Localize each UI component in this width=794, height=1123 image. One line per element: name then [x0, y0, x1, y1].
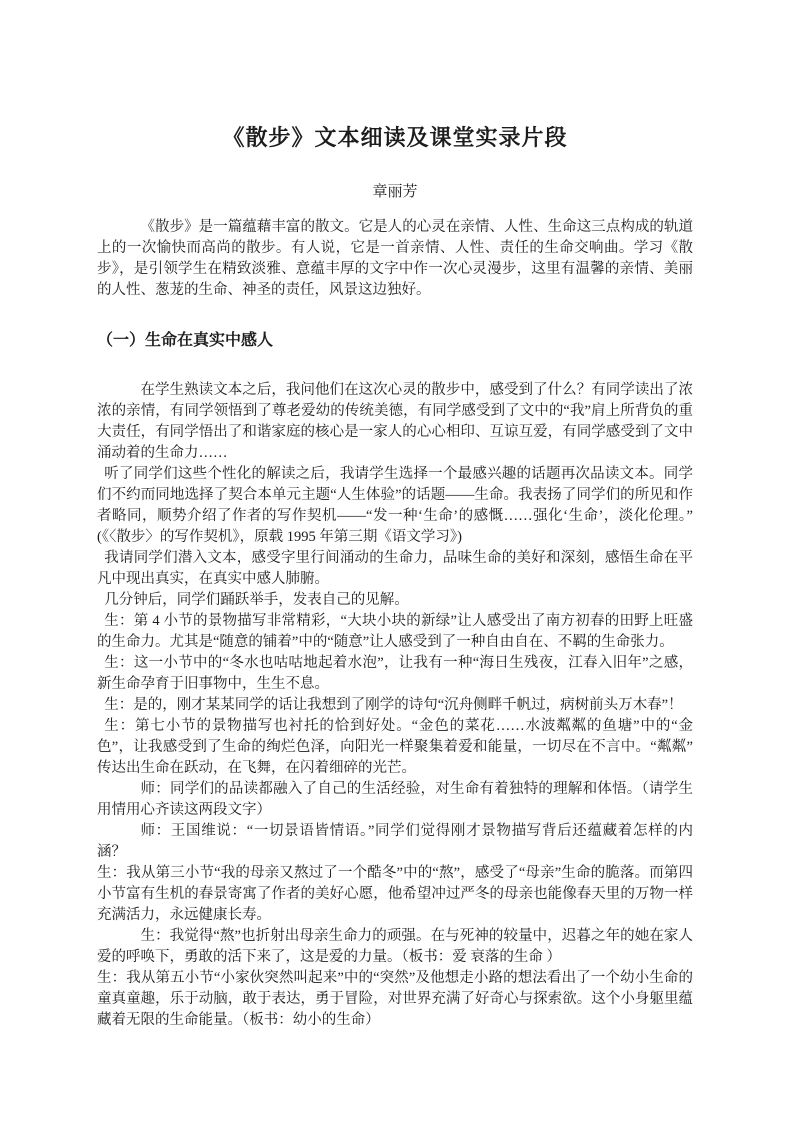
intro-paragraph: 《散步》是一篇蕴藉丰富的散文。它是人的心灵在亲情、人性、生命这三点构成的轨道上的一次愉快而高尚的散步。有人说，它是一首亲情、人性、责任的生命交响曲。学习《散步》，是引领学生在精致淡雅、意蕴丰厚的文字中作一次心灵漫步，这里有温馨的亲情、美丽的人性、葱茏的生命、神圣的责任，风景这边独好。: [97, 219, 693, 298]
paragraph-student-section4: 生：第 4 小节的景物描写非常精彩，“大块小块的新绿”让人感受出了南方初春的田野上旺盛的生命力。尤其是“随意的铺着”中的“随意”让人感受到了一种自由自在、不羁的生命张力。: [97, 613, 693, 650]
paragraph-students-impressions: 在学生熟读文本之后，我问他们在这次心灵的散步中，感受到了什么？有同学读出了浓浓的亲情，有同学领悟到了尊老爱幼的传统美德，有同学感受到了文中的“我”肩上所背负的重大责任，有同学悟出了和谐家庭的核心是一家人的心心相印、互谅互爱，有同学感受到了文中涌动着的生命力……: [97, 382, 693, 461]
paragraph-teacher-instruction: 我请同学们潜入文本，感受字里行间涌动的生命力，品味生命的美好和深刻，感悟生命在平凡中现出真实，在真实中感人肺腑。: [97, 550, 693, 587]
paragraph-student-ao-strength: 生：我觉得“熬”也折射出母亲生命力的顽强。在与死神的较量中，迟暮之年的她在家人爱的呼唤下，勇敢的活下来了，这是爱的力量。（板书：爱 衰落的生命 ）: [97, 928, 693, 965]
document-title: 《散步》文本细读及课堂实录片段: [222, 125, 568, 150]
paragraph-student-section7: 生：第七小节的景物描写也衬托的恰到好处。“金色的菜花……水波粼粼的鱼塘”中的“金色”，让我感受到了生命的绚烂色泽，向阳光一样聚集着爱和能量，一切尽在不言中。“粼粼”传达出生命在跃动，在飞舞，在闪着细碎的光芒。: [97, 718, 693, 776]
author-name: 章丽芳: [372, 184, 418, 200]
paragraph-topic-selection: 听了同学们这些个性化的解读之后，我请学生选择一个最感兴趣的话题再次品读文本。同学们不约而同地选择了契合本单元主题“人生体验”的话题——生命。我表扬了同学们的所见和作者略同，顺势介绍了作者的写作契机——“发一种‘生命’的感慨……强化‘生命’，淡化伦理。”(《〈散步〉的写作契机》，原载 1995 年第三期《语文学习》): [97, 466, 693, 545]
paragraph-student-poem: 生：是的，刚才某某同学的话让我想到了刚学的诗句“沉舟侧畔千帆过，病树前头万木春”！: [104, 697, 683, 713]
paragraph-student-section3-ao: 生：我从第三小节“我的母亲又熬过了一个酷冬”中的“熬”，感受了“母亲”生命的脆落。而第四小节富有生机的春景寄寓了作者的美好心愿，他希望冲过严冬的母亲也能像春天里的万物一样充满活力，永远健康长寿。: [97, 865, 693, 923]
paragraph-teacher-wangguowei: 师：王国维说：“一切景语皆情语。”同学们觉得刚才景物描写背后还蕴藏着怎样的内涵？: [97, 823, 693, 860]
paragraph-student-winter-water: 生：这一小节中的“冬水也咕咕地起着水泡”，让我有一种“海日生残夜，江春入旧年”之感，新生命孕育于旧事物中，生生不息。: [97, 655, 693, 692]
paragraph-minutes-later: 几分钟后，同学们踊跃举手，发表自己的见解。: [104, 592, 409, 608]
paragraph-teacher-comment: 师：同学们的品读都融入了自己的生活经验，对生命有着独特的理解和体悟。（请学生用情用心齐读这两段文字）: [97, 781, 693, 818]
paragraph-student-section5: 生：我从第五小节“小家伙突然叫起来”中的“突然”及他想走小路的想法看出了一个幼小生命的童真童趣，乐于动脑，敢于表达，勇于冒险，对世界充满了好奇心与探索欲。这个小身躯里蕴藏着无限的生命能量。（板书：幼小的生命）: [97, 970, 693, 1028]
section-heading: （一）生命在真实中感人: [97, 332, 274, 349]
